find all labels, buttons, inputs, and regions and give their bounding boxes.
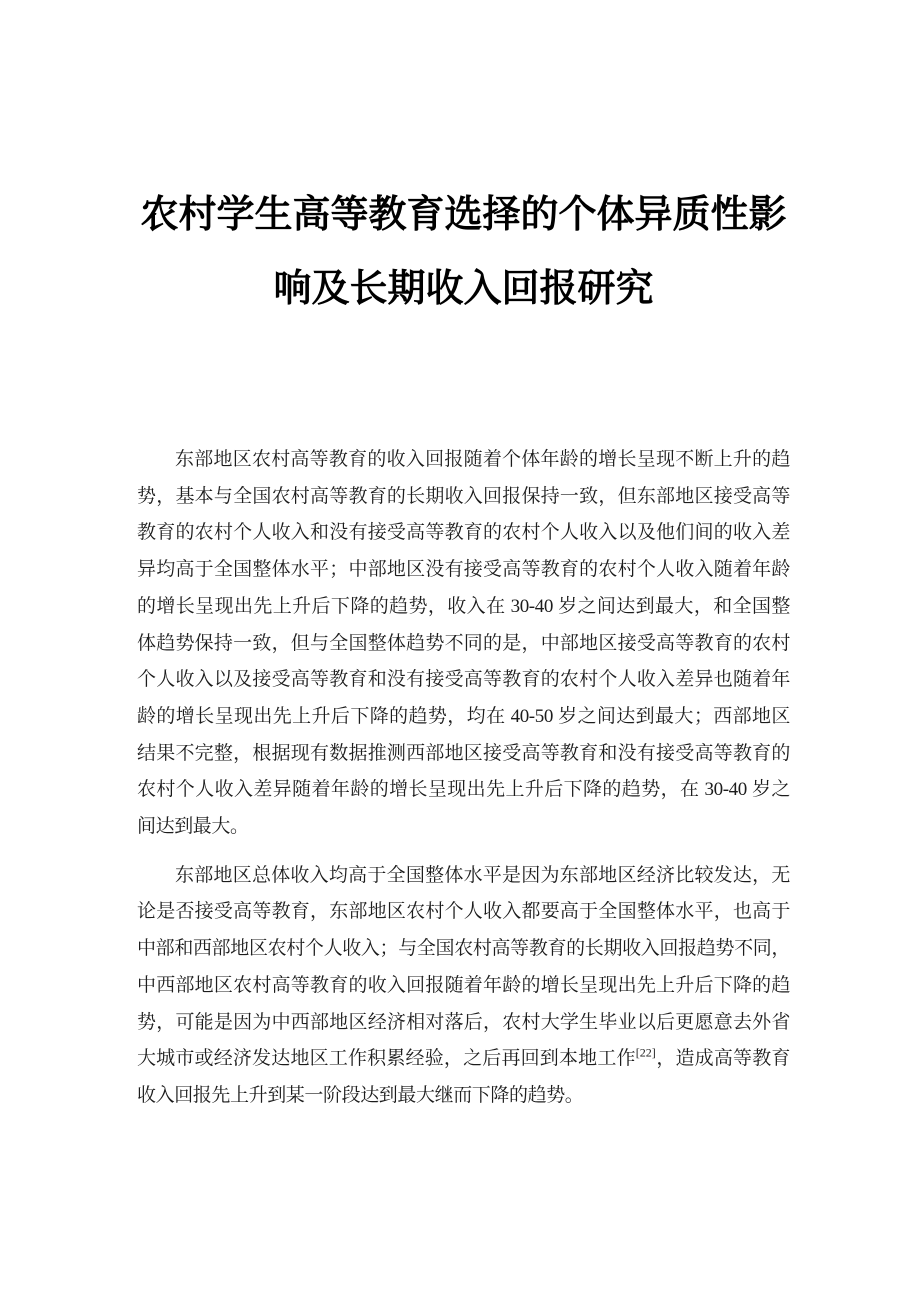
text-line: 异均高于全国整体水平；中部地区没有接受高等教育的农村个人收入随着年龄 [137, 559, 790, 581]
citation-line-post: ，造成高等教育 [655, 1048, 791, 1070]
document-title [137, 178, 790, 326]
text-line: 中西部地区农村高等教育的收入回报随着年龄的增长呈现出先上升后下降的趋 [137, 974, 790, 996]
citation-line-pre: 大城市或经济发达地区工作积累经验，之后再回到本地工作 [137, 1048, 636, 1070]
title-line-1: 农村学生高等教育选择的个体异质性影 [140, 194, 787, 236]
text-line: 论是否接受高等教育，东部地区农村个人收入都要高于全国整体水平，也高于 [137, 901, 790, 923]
text-line: 结果不完整，根据现有数据推测西部地区接受高等教育和没有接受高等教育的 [137, 742, 790, 764]
citation-superscript: [22] [635, 1045, 656, 1060]
paragraph-1 [137, 442, 790, 846]
text-line: 体趋势保持一致，但与全国整体趋势不同的是，中部地区接受高等教育的农村 [137, 632, 790, 654]
text-line: 个人收入以及接受高等教育和没有接受高等教育的农村个人收入差异也随着年 [137, 669, 790, 691]
text-line: 的增长呈现出先上升后下降的趋势，收入在 30-40 岁之间达到最大，和全国整 [137, 595, 790, 617]
text-line: 间达到最大。 [137, 816, 249, 838]
text-line: 势，基本与全国农村高等教育的长期收入回报保持一致，但东部地区接受高等 [137, 485, 790, 507]
text-line: 势，可能是因为中西部地区经济相对落后，农村大学生毕业以后更愿意去外省 [137, 1011, 790, 1033]
text-line: 东部地区总体收入均高于全国整体水平是因为东部地区经济比较发达，无 [175, 864, 790, 886]
text-line-with-citation [137, 1041, 790, 1078]
text-line: 农村个人收入差异随着年龄的增长呈现出先上升后下降的趋势，在 30-40 岁之 [137, 779, 790, 801]
text-line: 东部地区农村高等教育的收入回报随着个体年龄的增长呈现不断上升的趋 [175, 449, 790, 470]
text-line: 教育的农村个人收入和没有接受高等教育的农村个人收入以及他们间的收入差 [137, 522, 790, 544]
paragraph-2 [137, 858, 790, 1115]
title-line-2: 响及长期收入回报研究 [273, 268, 654, 310]
text-line: 龄的增长呈现出先上升后下降的趋势，均在 40-50 岁之间达到最大；西部地区 [137, 705, 790, 727]
text-line: 中部和西部地区农村个人收入；与全国农村高等教育的长期收入回报趋势不同， [137, 938, 790, 960]
text-line: 收入回报先上升到某一阶段达到最大继而下降的趋势。 [137, 1084, 584, 1106]
